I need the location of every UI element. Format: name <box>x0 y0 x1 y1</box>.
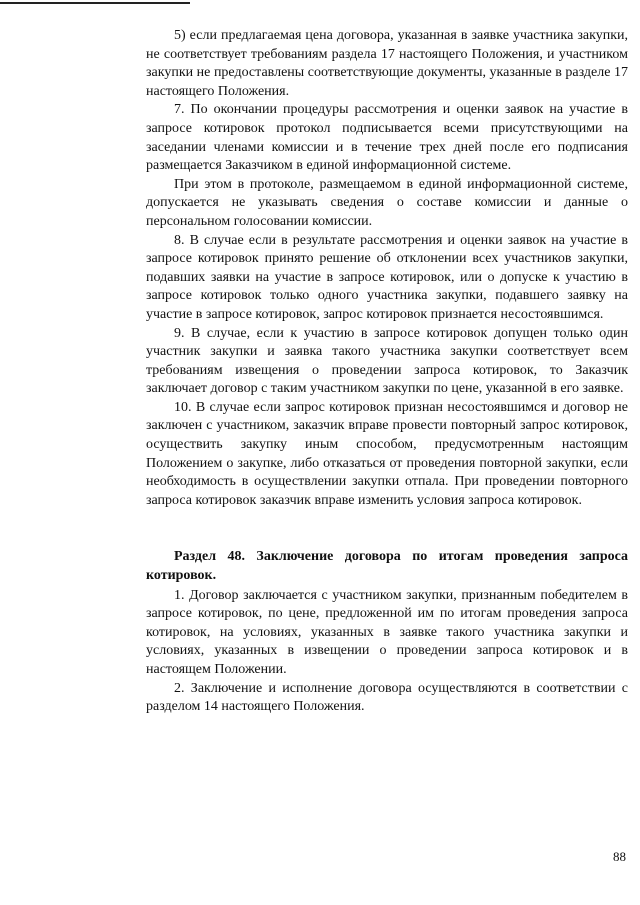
section-heading: Раздел 48. Заключение договора по итогам проведения запроса котировок. <box>146 549 628 584</box>
paragraph-clause-8: 8. В случае если в результате рассмотрения и оценки заявок на участие в запросе котировок принято решение об отклонении всех участников закупки, подавших заявки на участие в запросе котировок, или о допуске к участию в запросе котировок только одного участника закупки, подавшего заявку на участие в запросе котировок, запрос котировок признается несостоявшимся. <box>146 232 628 322</box>
paragraph-section-clause-2: 2. Заключение и исполнение договора осуществляются в соответствии с разделом 14 настоящего Положения. <box>146 680 628 715</box>
section-spacer <box>146 510 628 548</box>
paragraph-clause-7: 7. По окончании процедуры рассмотрения и оценки заявок на участие в запросе котировок протокол подписывается всеми присутствующими на заседании членами комиссии и в течение трех дней после его подписания размещается Заказчиком в единой информационной системе. <box>146 102 628 174</box>
page-number: 88 <box>613 849 626 864</box>
paragraph-clause-9: 9. В случае, если к участию в запросе котировок допущен только один участник закупки и заявка такого участника закупки соответствует всем требованиям извещения о проведении запроса котировок, то Заказчик заключает договор с таким участником закупки по цене, указанной в его заявке. <box>146 325 628 397</box>
paragraph-protocol-note: При этом в протоколе, размещаемом в единой информационной системе, допускается не указывать сведения о составе комиссии и данные о персональном голосовании комиссии. <box>146 176 628 229</box>
paragraph-section-clause-1: 1. Договор заключается с участником закупки, признанным победителем в запросе котировок, по цене, предложенной им по итогам проведения запроса котировок, на условиях, указанных в заявке такого участника закупки и условиях, указанных в извещении о проведении запроса котировок и в настоящем Положении. <box>146 587 628 677</box>
paragraph-clause-10: 10. В случае если запрос котировок признан несостоявшимся и договор не заключен с участником, заказчик вправе провести повторный запрос котировок, осуществить закупку иным способом, предусмотренным настоящим Положением о закупке, либо отказаться от проведения повторной закупки, если необходимость в осуществлении закупки отпала. При проведении повторного запроса котировок заказчик вправе изменить условия запроса котировок. <box>146 399 628 508</box>
paragraph-item-5: 5) если предлагаемая цена договора, указанная в заявке участника закупки, не соответствует требованиям раздела 17 настоящего Положения, и участником закупки не предоставлены соответствующие документы, указанные в разделе 17 настоящего Положения. <box>146 28 628 99</box>
document-page <box>146 27 628 717</box>
top-rule <box>0 2 190 4</box>
